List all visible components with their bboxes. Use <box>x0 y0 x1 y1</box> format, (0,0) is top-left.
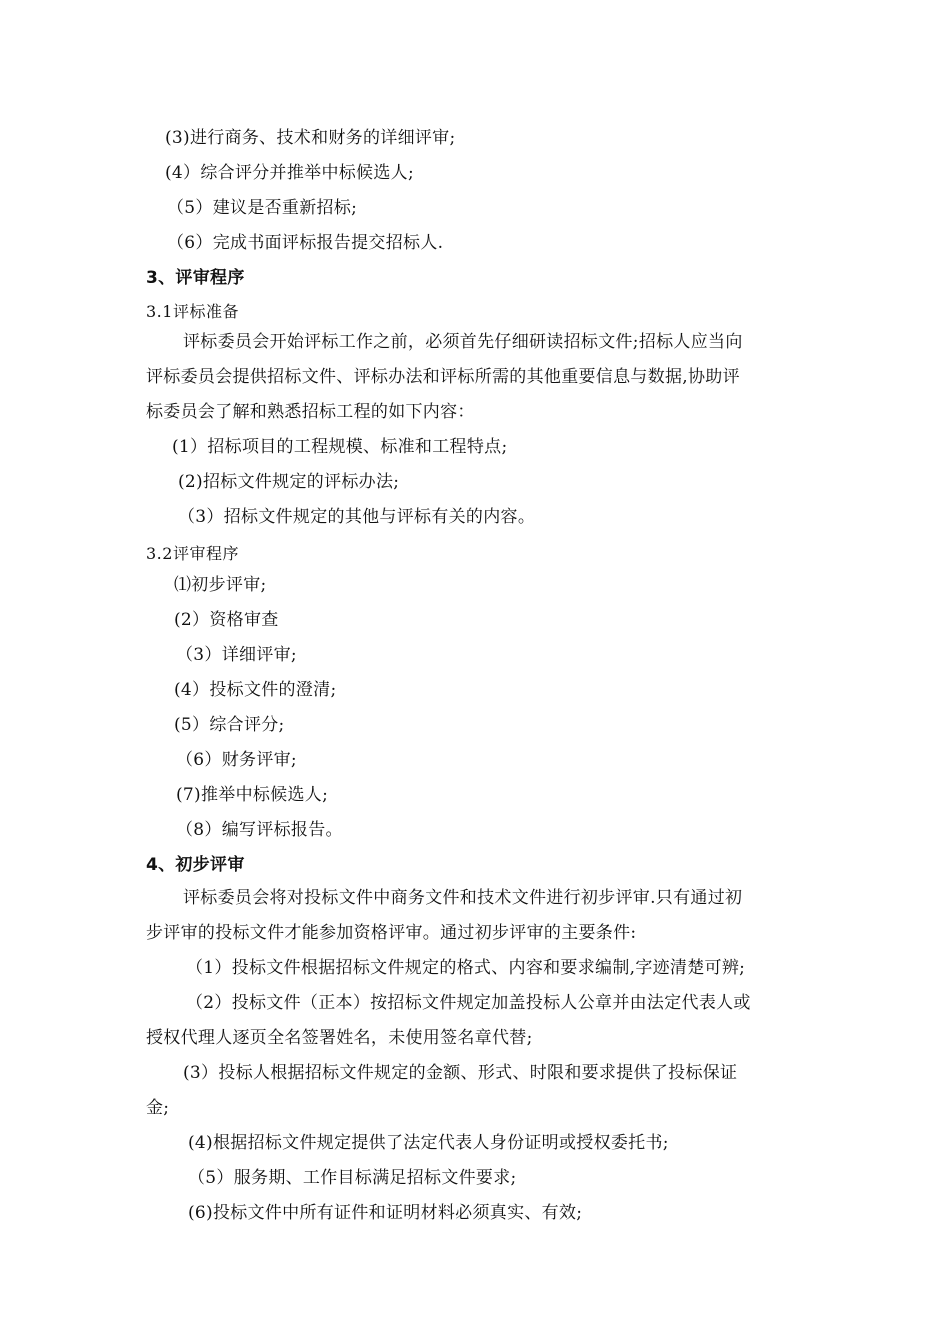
paragraph-line: 步评审的投标文件才能参加资格评审。通过初步评审的主要条件: <box>146 923 637 943</box>
list-item: (2)招标文件规定的评标办法; <box>178 472 400 492</box>
list-item: （5）服务期、工作目标满足招标文件要求; <box>188 1168 517 1188</box>
list-item: （8）编写评标报告。 <box>176 820 343 840</box>
subsection-title: 3.2评审程序 <box>146 544 239 563</box>
list-item: （6）财务评审; <box>176 750 297 770</box>
list-item: (3)进行商务、技术和财务的详细评审; <box>165 128 456 148</box>
list-item: ⑴初步评审; <box>174 575 267 595</box>
list-item: （6）完成书面评标报告提交招标人. <box>167 233 444 253</box>
list-item: (2）资格审查 <box>174 610 279 630</box>
list-item: (7)推举中标候选人; <box>176 785 329 805</box>
list-item: (4）综合评分并推举中标候选人; <box>165 163 414 183</box>
paragraph-line: 评标委员会开始评标工作之前，必须首先仔细研读招标文件;招标人应当向 <box>183 332 743 352</box>
list-item: （1）投标文件根据招标文件规定的格式、内容和要求编制,字迹清楚可辨; <box>186 958 746 978</box>
list-item: (4)根据招标文件规定提供了法定代表人身份证明或授权委托书; <box>188 1133 669 1153</box>
list-item: (6)投标文件中所有证件和证明材料必须真实、有效; <box>188 1203 583 1223</box>
section-heading: 3、评审程序 <box>146 268 245 288</box>
list-item: (1）招标项目的工程规模、标准和工程特点; <box>172 437 508 457</box>
paragraph-line: 评标委员会将对投标文件中商务文件和技术文件进行初步评审.只有通过初 <box>183 888 743 908</box>
list-item: （3）详细评审; <box>176 645 297 665</box>
paragraph-line: 标委员会了解和熟悉招标工程的如下内容： <box>146 402 475 422</box>
list-item-continuation: 授权代理人逐页全名签署姓名，未使用签名章代替; <box>146 1028 533 1048</box>
list-item: （2）投标文件（正本）按招标文件规定加盖投标人公章并由法定代表人或 <box>186 993 751 1013</box>
subsection-title: 3.1评标准备 <box>146 302 239 321</box>
list-item: (4）投标文件的澄清; <box>174 680 337 700</box>
list-item: (3）投标人根据招标文件规定的金额、形式、时限和要求提供了投标保证 <box>183 1063 738 1083</box>
section-heading: 4、初步评审 <box>146 855 245 875</box>
list-item-continuation: 金; <box>146 1098 170 1118</box>
paragraph-line: 评标委员会提供招标文件、评标办法和评标所需的其他重要信息与数据,协助评 <box>146 367 740 387</box>
list-item: （5）建议是否重新招标; <box>167 198 358 218</box>
list-item: (5）综合评分; <box>174 715 285 735</box>
list-item: （3）招标文件规定的其他与评标有关的内容。 <box>178 507 536 527</box>
